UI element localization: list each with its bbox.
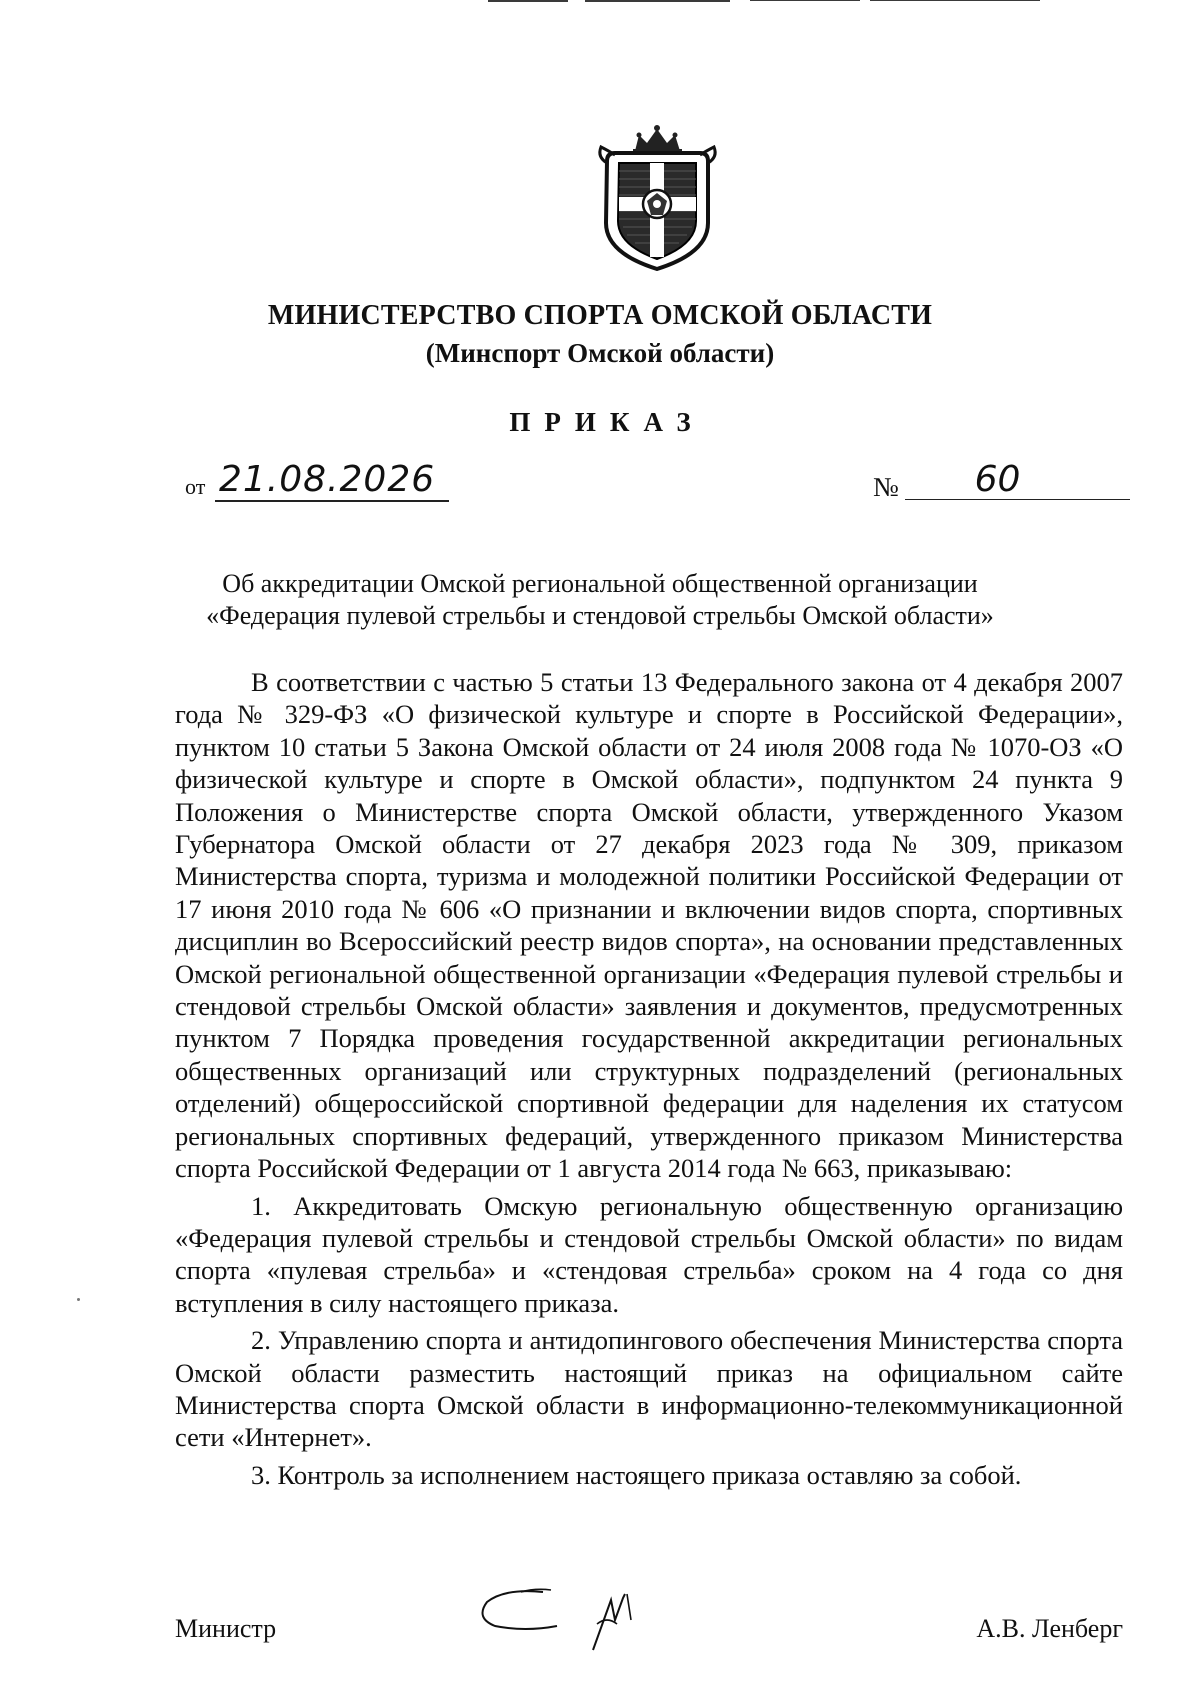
- signatory-name: А.В. Ленберг: [976, 1614, 1123, 1643]
- document-number: 60: [905, 460, 1130, 500]
- subject-line: «Федерация пулевой стрельбы и стендовой стрельбы Омской области»: [206, 601, 994, 630]
- ministry-name: МИНИСТЕРСТВО СПОРТА ОМСКОЙ ОБЛАСТИ: [267, 300, 933, 331]
- order-item: 1. Аккредитовать Омскую региональную общественную организацию «Федерация пулевой стрельбы и стендовой стрельбы Омской области» по видам спорта «пулевая стрельба» и «стендовая стрельба» сроком на 4 года со дня вступления в силу настоящего приказа.: [175, 1190, 1123, 1318]
- scan-artifact-line: [750, 0, 860, 1]
- coat-of-arms-icon: [595, 123, 720, 271]
- document-date: 21.08.2026: [215, 460, 449, 502]
- scan-artifact-line: [585, 0, 730, 2]
- handwritten-signature: [465, 1580, 665, 1655]
- scan-artifact-line: [870, 0, 1040, 1]
- subject-line: Об аккредитации Омской региональной общественной организации: [222, 569, 978, 598]
- document-subject: [0, 568, 1200, 632]
- date-prefix: от: [185, 474, 206, 499]
- number-prefix: №: [873, 472, 899, 502]
- order-item: 3. Контроль за исполнением настоящего приказа оставляю за собой.: [251, 1459, 1022, 1490]
- order-item: 2. Управлению спорта и антидопингового обеспечения Министерства спорта Омской области разместить настоящий приказ на официальном сайте Министерства спорта Омской области в информационно-телекоммуникационной сети «Интернет».: [175, 1325, 1123, 1453]
- document-body: [175, 666, 1123, 1491]
- scan-artifact-line: [488, 0, 568, 2]
- body-preamble: В соответствии с частью 5 статьи 13 Федерального закона от 4 декабря 2007 года № 329-ФЗ «О физической культуре и спорте в Российской Федерации», пунктом 10 статьи 5 Закона Омской области от 24 июля 2008 года № 1070-ОЗ «О физической культуре и спорте в Омской области», подпунктом 24 пункта 9 Положения о Министерстве спорта Омской области, утвержденного Указом Губернатора Омской области от 27 декабря 2023 года № 309, приказом Министерства спорта, туризма и молодежной политики Российской Федерации от 17 июня 2010 года № 606 «О признании и включении видов спорта, спортивных дисциплин во Всероссийский реестр видов спорта», на основании представленных Омской региональной общественной организации «Федерация пулевой стрельбы и стендовой стрельбы Омской области» заявления и документов, предусмотренных пунктом 7 Порядка проведения государственной аккредитации региональных общественных организаций или структурных подразделений (региональных отделений) общероссийской спортивной федерации для наделения их статусом региональных спортивных федераций, утвержденного приказом Министерства спорта Российской Федерации от 1 августа 2014 года № 663, приказываю:: [175, 667, 1123, 1184]
- scan-speck: [77, 1298, 80, 1301]
- signatory-position: Министр: [175, 1614, 277, 1643]
- ministry-short-name: (Минспорт Омской области): [425, 338, 775, 368]
- document-type: ПРИКАЗ: [509, 407, 705, 437]
- signature-block: [175, 1580, 1123, 1660]
